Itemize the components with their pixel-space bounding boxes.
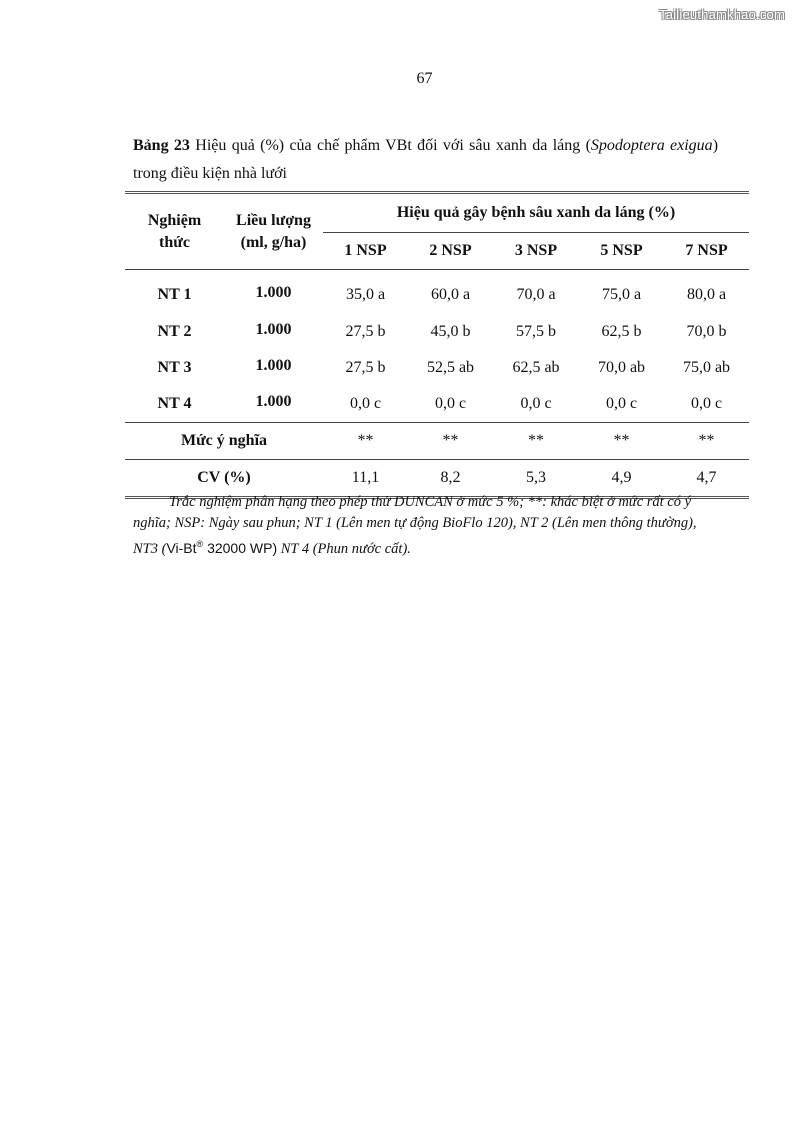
- header-1nsp: 1 NSP: [323, 233, 408, 270]
- page-number: 67: [416, 70, 433, 87]
- table-cell: 0,0 c: [605, 395, 638, 412]
- table-cell: 4,7: [664, 460, 749, 497]
- cv-label: CV (%): [125, 460, 323, 497]
- table-cell: 0,0 c: [690, 395, 723, 412]
- caption-text-end: ) trong điều kiện nhà lưới: [133, 137, 719, 182]
- cv-row: [125, 460, 749, 497]
- table-cell: 27,5 b: [345, 359, 386, 376]
- table-row: [125, 386, 749, 423]
- header-treatment: Nghiệm thức: [147, 211, 202, 251]
- watermark: Tailieuthamkhao.com: [659, 7, 785, 22]
- header-7nsp: 7 NSP: [664, 233, 749, 270]
- row-treatment: NT 2: [157, 323, 192, 340]
- results-table: [125, 194, 749, 496]
- table-cell: **: [493, 423, 579, 460]
- table-cell: 35,0 a: [323, 270, 408, 315]
- row-dose: 1.000: [255, 357, 292, 374]
- row-dose: 1.000: [255, 321, 292, 338]
- caption-species: Spodoptera exigua: [590, 137, 713, 154]
- header-efficacy-group: Hiệu quả gây bệnh sâu xanh da láng (%): [396, 204, 676, 221]
- table-cell: 62,5 b: [601, 323, 642, 340]
- table-cell: 75,0 ab: [682, 359, 731, 376]
- table-cell: 5,3: [493, 460, 579, 497]
- table-cell: 57,5 b: [516, 323, 556, 340]
- significance-label: Mức ý nghĩa: [125, 423, 323, 460]
- product-name: Vi-Bt: [166, 539, 197, 556]
- table-cell: 0,0 c: [520, 395, 552, 412]
- row-dose: 1.000: [224, 270, 323, 315]
- table-cell: 62,5 ab: [512, 359, 560, 376]
- row-treatment: NT 4: [157, 395, 192, 412]
- table-cell: 70,0 a: [493, 270, 579, 315]
- table-cell: **: [664, 423, 749, 460]
- table-cell: 70,0 ab: [597, 359, 646, 376]
- significance-row: [125, 423, 749, 460]
- table-row: [125, 314, 749, 350]
- table-cell: 4,9: [579, 460, 664, 497]
- table-cell: 70,0 b: [686, 323, 727, 340]
- table-cell: **: [323, 423, 408, 460]
- table-cell: 27,5 b: [345, 323, 386, 340]
- row-treatment: NT 3: [157, 359, 192, 376]
- header-dose: Liều lượng (ml, g/ha): [236, 211, 311, 251]
- table-cell: 8,2: [408, 460, 493, 497]
- table-footnote: Trắc nghiệm phân hạng theo phép thử DUNCAN ở mức 5 %; **: khác biệt ở mức rất có ý nghĩa; NSP: Ngày sau phun; NT 1 (Lên men tự động BioFlo 120), NT 2 (Lên men thông thường), NT3 (Vi-Bt® 32000 WP) NT 4 (Phun nước cất).: [133, 494, 697, 557]
- table-cell: 52,5 ab: [426, 359, 475, 376]
- row-dose: 1.000: [255, 393, 292, 410]
- table-row: [125, 270, 749, 315]
- table-row: [125, 350, 749, 386]
- table-cell: 0,0 c: [434, 395, 467, 412]
- table-cell: 75,0 a: [579, 270, 664, 315]
- row-treatment: NT 1: [125, 270, 224, 315]
- caption-text: Hiệu quả (%) của chế phẩm VBt đối với sâu xanh da láng (: [189, 137, 591, 154]
- table-cell: **: [579, 423, 664, 460]
- header-2nsp: 2 NSP: [408, 233, 493, 270]
- caption-label: Bảng 23: [133, 137, 190, 154]
- table-caption: [133, 132, 718, 188]
- header-5nsp: 5 NSP: [579, 233, 664, 270]
- header-3nsp: 3 NSP: [493, 233, 579, 270]
- table-cell: **: [408, 423, 493, 460]
- results-table-container: [125, 191, 749, 499]
- table-cell: 80,0 a: [664, 270, 749, 315]
- table-cell: 60,0 a: [408, 270, 493, 315]
- table-cell: 11,1: [323, 460, 408, 497]
- table-cell: 0,0 c: [349, 395, 382, 412]
- table-cell: 45,0 b: [430, 323, 471, 340]
